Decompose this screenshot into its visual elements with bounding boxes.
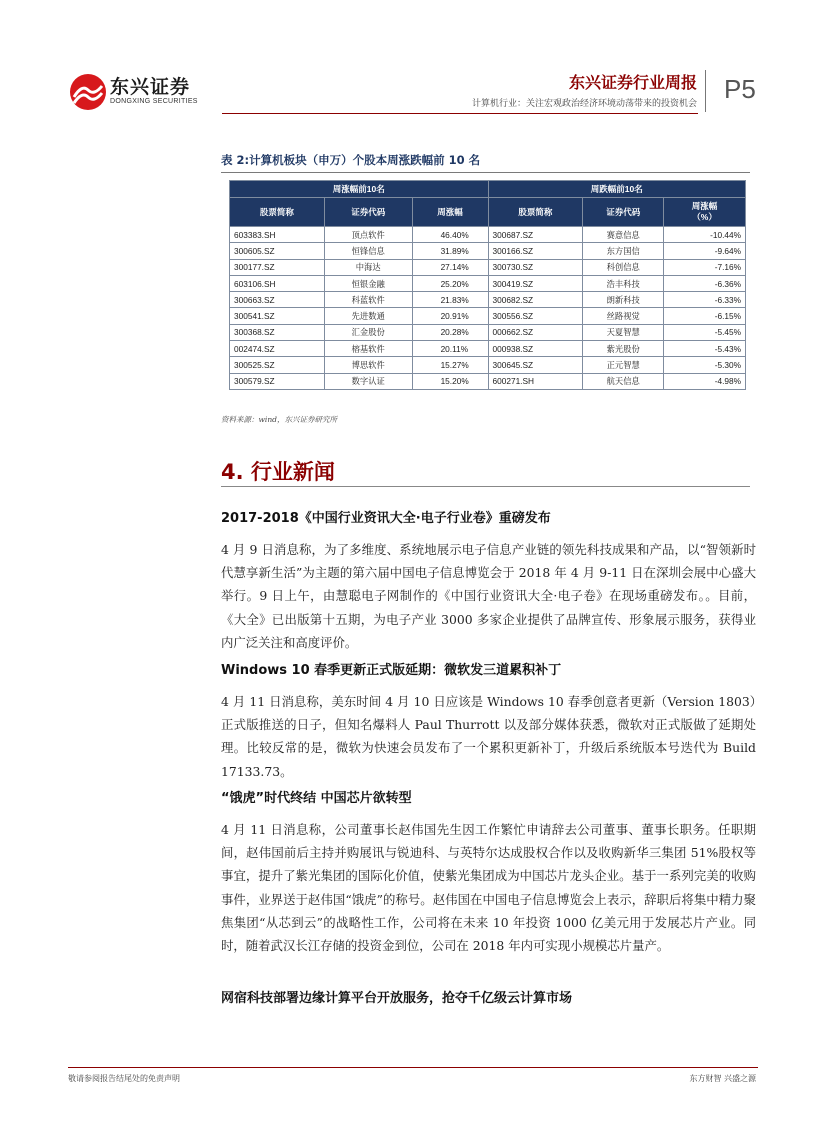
table-cell: 丝路视觉 bbox=[583, 308, 664, 324]
table-cell: 300687.SZ bbox=[488, 227, 583, 243]
group-header-up: 周涨幅前10名 bbox=[230, 181, 489, 198]
table-cell: 科创信息 bbox=[583, 259, 664, 275]
table-cell: 20.11% bbox=[412, 341, 488, 357]
table-cell: 31.89% bbox=[412, 243, 488, 259]
table-cell: 朗新科技 bbox=[583, 292, 664, 308]
table-cell: -4.98% bbox=[664, 373, 746, 389]
news-paragraph: 4 月 11 日消息称，公司董事长赵伟国先生因工作繁忙申请辞去公司董事、董事长职务。任职期间，赵伟国前后主持并购展讯与锐迪科、与英特尔达成股权合作以及收购新华三集团 51%股权等事宜，提升了紫光集团的国际化价值，使紫光集团成为中国芯片龙头企业。基于一系列完美的收购事件，业界送于赵伟国“饿虎”的称号。赵伟国在中国电子信息博览会上表示，辞职后将集中精力聚焦集团“从芯到云”的战略性工作，公司将在未来 10 年投资 1000 亿美元用于发展芯片产业。同时，随着武汉长江存储的投资金到位，公司在 2018 年内可实现小规模芯片量产。 bbox=[221, 822, 756, 954]
table-cell: 榕基软件 bbox=[324, 341, 412, 357]
news-heading: 2017-2018《中国行业资讯大全·电子行业卷》重磅发布 bbox=[221, 511, 551, 526]
table-cell: 000938.SZ bbox=[488, 341, 583, 357]
table-cell: 先进数通 bbox=[324, 308, 412, 324]
column-header: 周涨幅 （%） bbox=[664, 198, 746, 227]
table-row bbox=[230, 357, 746, 373]
table-cell: -5.45% bbox=[664, 324, 746, 340]
table-cell: 300730.SZ bbox=[488, 259, 583, 275]
table-cell: -10.44% bbox=[664, 227, 746, 243]
table-cell: 300166.SZ bbox=[488, 243, 583, 259]
table-cell: 300368.SZ bbox=[230, 324, 325, 340]
group-header-down: 周跌幅前10名 bbox=[488, 181, 746, 198]
news-paragraph: 4 月 11 日消息称，美东时间 4 月 10 日应该是 Windows 10 春季创意者更新（Version 1803）正式版推送的日子，但知名爆料人 Paul Thurrott 以及部分媒体获悉，微软对正式版做了延期处理。比较反常的是，微软为快速会员发布了一个累积更新补丁，升级后系统版本号迭代为 Build 17133.73。 bbox=[221, 694, 756, 779]
table-cell: -6.36% bbox=[664, 275, 746, 291]
table-cell: 300556.SZ bbox=[488, 308, 583, 324]
table-cell: 航天信息 bbox=[583, 373, 664, 389]
column-header: 证券代码 bbox=[583, 198, 664, 227]
logo-chinese-name: 东兴证券 bbox=[110, 76, 191, 98]
table-cell: 300419.SZ bbox=[488, 275, 583, 291]
table-cell: 21.83% bbox=[412, 292, 488, 308]
table-cell: 正元智慧 bbox=[583, 357, 664, 373]
table-cell: 46.40% bbox=[412, 227, 488, 243]
table-cell: 汇金股份 bbox=[324, 324, 412, 340]
table-row bbox=[230, 259, 746, 275]
table-cell: 恒锋信息 bbox=[324, 243, 412, 259]
table-cell: -6.33% bbox=[664, 292, 746, 308]
table-cell: 赛意信息 bbox=[583, 227, 664, 243]
table-cell: 300605.SZ bbox=[230, 243, 325, 259]
table-cell: 300663.SZ bbox=[230, 292, 325, 308]
page-number: P5 bbox=[724, 74, 756, 104]
table-cell: 300579.SZ bbox=[230, 373, 325, 389]
header-vertical-divider bbox=[705, 70, 706, 112]
table-row bbox=[230, 341, 746, 357]
table-cell: -5.30% bbox=[664, 357, 746, 373]
report-subtitle: 计算机行业：关注宏观政治经济环境动荡带来的投资机会 bbox=[471, 99, 697, 109]
section-title: 4. 行业新闻 bbox=[221, 460, 335, 484]
table-cell: 300177.SZ bbox=[230, 259, 325, 275]
table-title: 表 2:计算机板块（申万）个股本周涨跌幅前 10 名 bbox=[221, 153, 481, 167]
table-row bbox=[230, 373, 746, 389]
table-cell: 600271.SH bbox=[488, 373, 583, 389]
table-row bbox=[230, 324, 746, 340]
table-row bbox=[230, 243, 746, 259]
table-cell: -5.43% bbox=[664, 341, 746, 357]
company-logo bbox=[68, 70, 208, 114]
dongxing-logo-icon bbox=[68, 72, 108, 112]
column-header: 证券代码 bbox=[324, 198, 412, 227]
table-source-note: 资料来源：wind，东兴证券研究所 bbox=[221, 415, 337, 424]
table-row bbox=[230, 308, 746, 324]
table-cell: 300525.SZ bbox=[230, 357, 325, 373]
table-cell: 20.28% bbox=[412, 324, 488, 340]
table-cell: 603106.SH bbox=[230, 275, 325, 291]
logo-english-name: DONGXING SECURITIES bbox=[110, 98, 198, 105]
table-row bbox=[230, 275, 746, 291]
table-cell: 27.14% bbox=[412, 259, 488, 275]
table-cell: 顶点软件 bbox=[324, 227, 412, 243]
table-cell: 博思软件 bbox=[324, 357, 412, 373]
footer-divider bbox=[68, 1067, 758, 1068]
table-cell: -9.64% bbox=[664, 243, 746, 259]
table-cell: 数字认证 bbox=[324, 373, 412, 389]
table-cell: 002474.SZ bbox=[230, 341, 325, 357]
report-title: 东兴证券行业周报 bbox=[568, 73, 697, 92]
table-cell: 20.91% bbox=[412, 308, 488, 324]
table-cell: -7.16% bbox=[664, 259, 746, 275]
column-header: 周涨幅 bbox=[412, 198, 488, 227]
table-cell: 000662.SZ bbox=[488, 324, 583, 340]
table-row bbox=[230, 292, 746, 308]
table-cell: 东方国信 bbox=[583, 243, 664, 259]
table-cell: 紫光股份 bbox=[583, 341, 664, 357]
table-cell: 恒银金融 bbox=[324, 275, 412, 291]
table-cell: 25.20% bbox=[412, 275, 488, 291]
table-cell: 300645.SZ bbox=[488, 357, 583, 373]
table-cell: 300541.SZ bbox=[230, 308, 325, 324]
table-row bbox=[230, 227, 746, 243]
table-cell: 中海达 bbox=[324, 259, 412, 275]
header-divider bbox=[222, 113, 698, 114]
news-heading: “饿虎”时代终结 中国芯片欲转型 bbox=[221, 791, 412, 806]
column-header: 股票简称 bbox=[230, 198, 325, 227]
table-cell: 300682.SZ bbox=[488, 292, 583, 308]
table-cell: 天夏智慧 bbox=[583, 324, 664, 340]
table-cell: -6.15% bbox=[664, 308, 746, 324]
news-heading: Windows 10 春季更新正式版延期：微软发三道累积补丁 bbox=[221, 663, 562, 678]
stock-performance-table bbox=[229, 180, 746, 390]
news-heading: 网宿科技部署边缘计算平台开放服务，抢夺千亿级云计算市场 bbox=[221, 991, 573, 1006]
column-header: 股票简称 bbox=[488, 198, 583, 227]
table-cell: 15.27% bbox=[412, 357, 488, 373]
table-cell: 科蓝软件 bbox=[324, 292, 412, 308]
news-paragraph: 4 月 9 日消息称，为了多维度、系统地展示电子信息产业链的领先科技成果和产品，以“智领新时代慧享新生活”为主题的第六届中国电子信息博览会于 2018 年 4 月 9-11 日在深圳会展中心盛大举行。9 日上午，由慧聪电子网制作的《中国行业资讯大全·电子卷》在现场重磅发布。。目前，《大全》已出版第十五期，为电子产业 3000 多家企业提供了品牌宣传、形象展示服务，获得业内广泛关注和高度评价。 bbox=[221, 542, 756, 650]
table-title-rule bbox=[221, 172, 750, 173]
table-cell: 603383.SH bbox=[230, 227, 325, 243]
section-rule bbox=[221, 486, 750, 487]
table-cell: 15.20% bbox=[412, 373, 488, 389]
footer-disclaimer: 敬请参阅报告结尾处的免责声明 bbox=[68, 1074, 180, 1083]
table-cell: 浩丰科技 bbox=[583, 275, 664, 291]
footer-slogan: 东方财智 兴盛之源 bbox=[689, 1074, 756, 1083]
